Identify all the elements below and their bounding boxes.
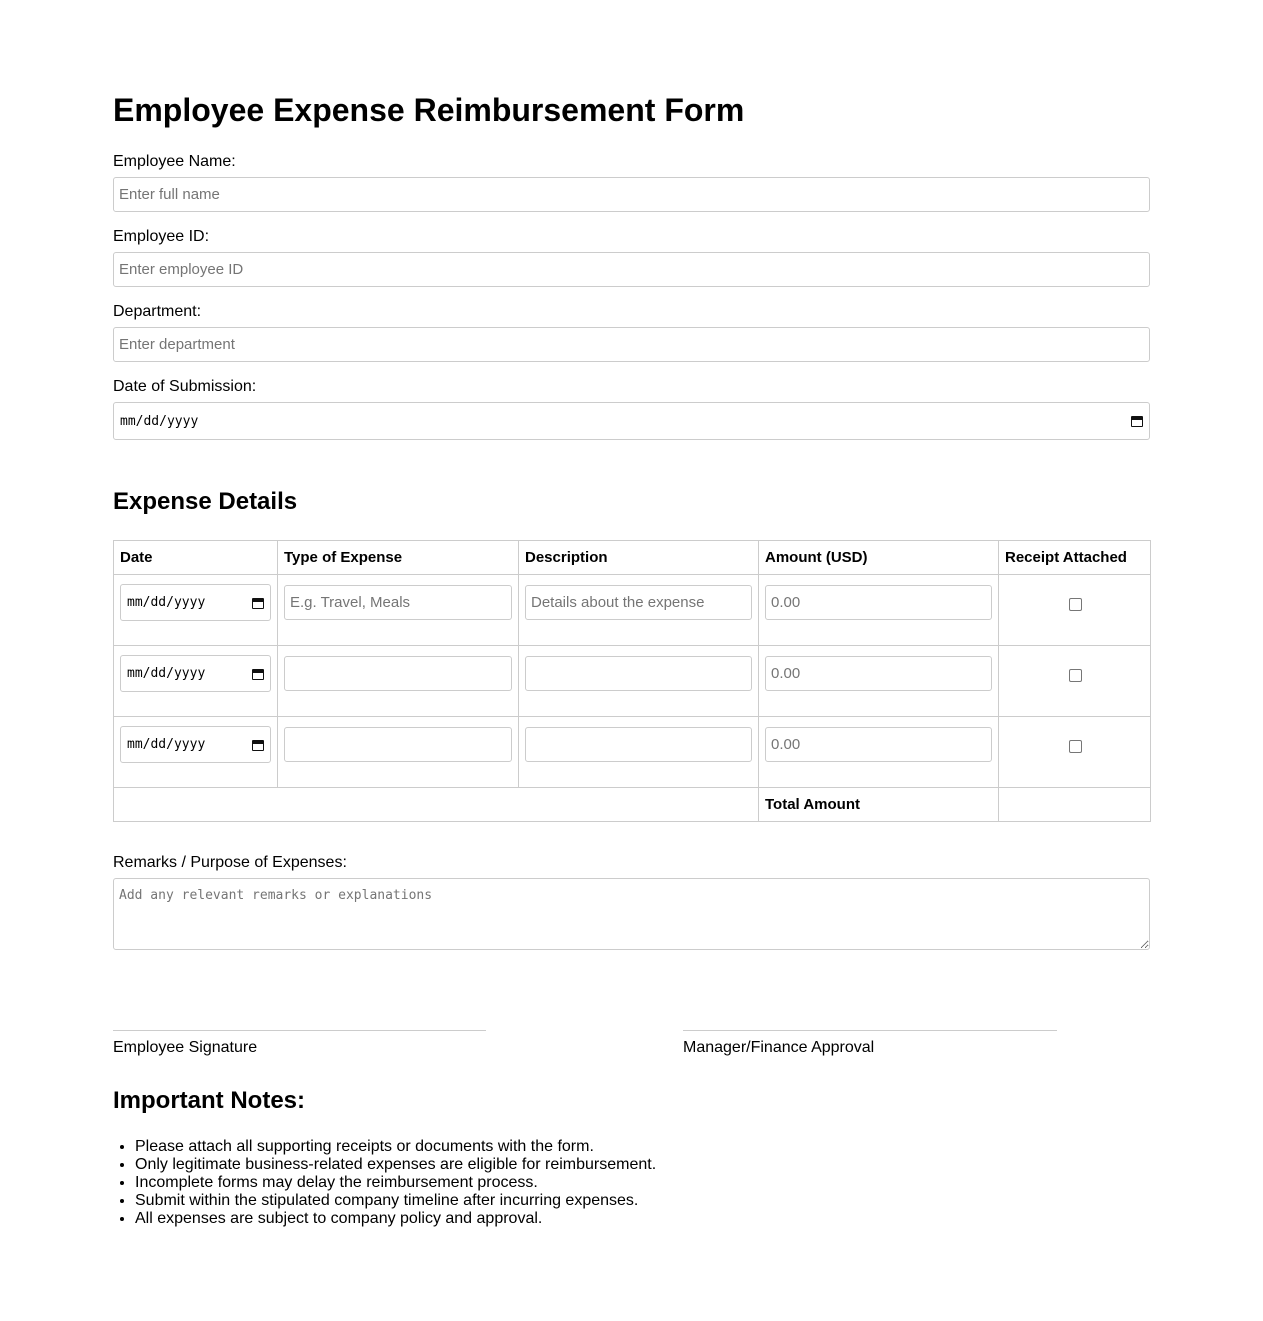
list-item: • Incomplete forms may delay the reimbursement process. xyxy=(135,1174,656,1192)
calendar-icon[interactable] xyxy=(252,597,264,609)
expense-type-input[interactable] xyxy=(284,656,512,691)
list-item: • Only legitimate business-related expenses are eligible for reimbursement. xyxy=(135,1156,656,1174)
expense-type-input[interactable] xyxy=(284,585,512,620)
receipt-checkbox[interactable] xyxy=(1069,740,1082,753)
expense-description-input[interactable] xyxy=(525,727,752,762)
employee-id-input[interactable] xyxy=(113,252,1150,287)
total-row xyxy=(114,788,1151,822)
employee-id-label: Employee ID: xyxy=(113,228,210,245)
column-header-date: Date xyxy=(114,541,278,575)
list-item: • Please attach all supporting receipts or documents with the form. xyxy=(135,1138,656,1156)
department-label: Department: xyxy=(113,303,202,320)
expense-amount-input[interactable] xyxy=(765,656,992,691)
column-header-type: Type of Expense xyxy=(278,541,519,575)
table-row xyxy=(114,575,1151,646)
table-row xyxy=(114,717,1151,788)
expense-amount-input[interactable] xyxy=(765,727,992,762)
receipt-checkbox[interactable] xyxy=(1069,598,1082,611)
employee-name-input[interactable] xyxy=(113,177,1150,212)
total-amount-label: Total Amount xyxy=(759,788,999,822)
approval-signature-label: Manager/Finance Approval xyxy=(683,1039,875,1056)
list-item: • Submit within the stipulated company timeline after incurring expenses. xyxy=(135,1192,656,1210)
date-value: mm/dd/yyyy xyxy=(127,666,206,681)
expense-details-heading: Expense Details xyxy=(113,488,298,515)
list-item: • All expenses are subject to company policy and approval. xyxy=(135,1210,656,1228)
expense-description-input[interactable] xyxy=(525,585,752,620)
date-value: mm/dd/yyyy xyxy=(127,595,206,610)
submission-date-input[interactable] xyxy=(113,402,1150,440)
employee-signature-line xyxy=(113,1030,486,1031)
table-row xyxy=(114,646,1151,717)
date-value: mm/dd/yyyy xyxy=(120,413,199,429)
expense-description-input[interactable] xyxy=(525,656,752,691)
date-value: mm/dd/yyyy xyxy=(127,737,206,752)
total-amount-value xyxy=(999,788,1151,822)
notes-list xyxy=(113,1138,656,1228)
employee-signature-label: Employee Signature xyxy=(113,1039,258,1056)
remarks-textarea[interactable] xyxy=(113,878,1150,950)
calendar-icon[interactable] xyxy=(252,739,264,751)
expense-table xyxy=(113,540,1151,822)
expense-date-input[interactable] xyxy=(120,655,271,692)
column-header-receipt: Receipt Attached xyxy=(999,541,1151,575)
expense-date-input[interactable] xyxy=(120,584,271,621)
remarks-label: Remarks / Purpose of Expenses: xyxy=(113,854,347,871)
total-spacer-cell xyxy=(114,788,759,822)
page-title: Employee Expense Reimbursement Form xyxy=(113,92,745,128)
column-header-description: Description xyxy=(519,541,759,575)
calendar-icon[interactable] xyxy=(1131,415,1143,427)
department-input[interactable] xyxy=(113,327,1150,362)
important-notes-heading: Important Notes: xyxy=(113,1087,305,1114)
expense-date-input[interactable] xyxy=(120,726,271,763)
approval-signature-line xyxy=(683,1030,1057,1031)
column-header-amount: Amount (USD) xyxy=(759,541,999,575)
expense-type-input[interactable] xyxy=(284,727,512,762)
calendar-icon[interactable] xyxy=(252,668,264,680)
submission-date-label: Date of Submission: xyxy=(113,378,257,395)
expense-amount-input[interactable] xyxy=(765,585,992,620)
receipt-checkbox[interactable] xyxy=(1069,669,1082,682)
employee-name-label: Employee Name: xyxy=(113,153,236,170)
